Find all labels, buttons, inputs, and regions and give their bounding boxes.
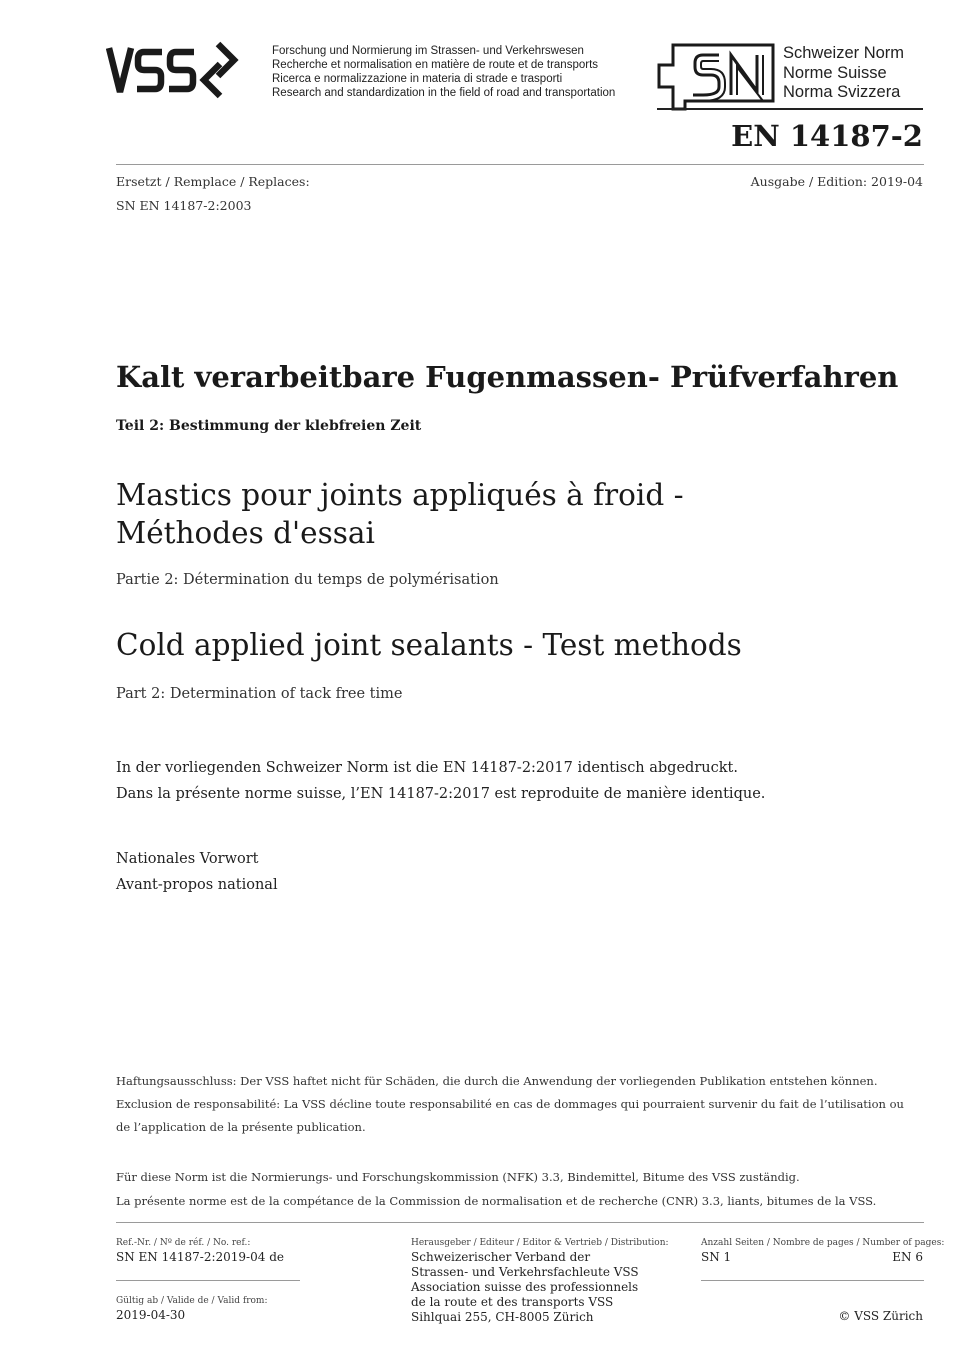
replaces-label: Ersetzt / Remplace / Replaces: [116,174,310,189]
identical-note-fr: Dans la présente norme suisse, l’EN 14187-2:2017 est reproduite de manière identique. [116,786,766,802]
identical-note-de: In der vorliegenden Schweizer Norm ist die EN 14187-2:2017 identisch abgedruckt. [116,760,738,776]
valid-value: 2019-04-30 [116,1308,186,1322]
disclaimer-fr-1: Exclusion de responsabilité: La VSS décline toute responsabilité en cas de dommages qui pourraient survenir du fait de l’utilisation ou [116,1097,904,1111]
committee-de: Für diese Norm ist die Normierungs- und Forschungskommission (NFK) 3.3, Bindemittel, Bitume des VSS zuständig. [116,1170,800,1184]
header-divider [116,164,924,165]
publisher-label: Herausgeber / Editeur / Editor & Vertrieb / Distribution: [411,1238,669,1248]
publisher-address [411,1250,639,1325]
title-fr-line-1: Mastics pour joints appliqués à froid - [116,478,684,512]
tagline-fr: Recherche et normalisation en matière de route et de transports [272,59,599,71]
disclaimer-de: Haftungsausschluss: Der VSS haftet nicht für Schäden, die durch die Anwendung der vorliegenden Publikation entstehen können. [116,1074,878,1088]
publisher-line: Schweizerischer Verband der [411,1250,591,1264]
tagline-it: Ricerca e normalizzazione in materia di strade e trasporti [272,73,563,85]
foreword-de: Nationales Vorwort [116,851,259,867]
sn-logo [657,43,775,113]
subtitle-de: Teil 2: Bestimmung der klebfreien Zeit [116,418,422,434]
title-de: Kalt verarbeitbare Fugenmassen- Prüfverfahren [116,360,899,394]
publisher-line: Strassen- und Verkehrsfachleute VSS [411,1265,639,1279]
norm-names [783,44,904,103]
pages-divider [701,1280,924,1281]
copyright: © VSS Zürich [838,1309,923,1323]
committee-fr: La présente norme est de la compétance de la Commission de normalisation et de recherche (CNR) 3.3, liants, bitumes de la VSS. [116,1194,877,1208]
ref-divider [116,1280,300,1281]
pages-en: EN 6 [892,1250,923,1264]
foreword-fr: Avant-propos national [116,877,278,893]
publisher-line: de la route et des transports VSS [411,1295,614,1309]
vss-tagline [272,44,615,100]
title-en: Cold applied joint sealants - Test methods [116,628,742,662]
edition: Ausgabe / Edition: 2019-04 [750,174,923,189]
valid-label: Gültig ab / Valide de / Valid from: [116,1296,268,1306]
footer-divider [116,1222,924,1223]
document-number: EN 14187-2 [731,119,923,153]
publisher-line: Association suisse des professionnels [411,1280,639,1294]
subtitle-fr: Partie 2: Détermination du temps de polymérisation [116,572,499,588]
title-fr-line-2: Méthodes d'essai [116,516,375,550]
pages-sn: SN 1 [701,1250,732,1264]
norm-name-de: Schweizer Norm [783,44,905,62]
norm-name-it: Norma Svizzera [783,83,901,101]
tagline-en: Research and standardization in the field of road and transportation [272,87,616,99]
logo-underline [657,108,923,110]
subtitle-en: Part 2: Determination of tack free time [116,686,403,702]
replaces-value: SN EN 14187-2:2003 [116,198,252,213]
tagline-de: Forschung und Normierung im Strassen- und Verkehrswesen [272,45,584,57]
title-fr [116,476,816,552]
pages-label: Anzahl Seiten / Nombre de pages / Number of pages: [701,1238,945,1248]
ref-label: Ref.-Nr. / Nº de réf. / No. ref.: [116,1238,251,1248]
publisher-line: Sihlquai 255, CH-8005 Zürich [411,1310,594,1324]
norm-name-fr: Norme Suisse [783,63,887,82]
ref-value: SN EN 14187-2:2019-04 de [116,1250,284,1264]
vss-logo [106,40,266,100]
disclaimer-fr-2: de l’application de la présente publication. [116,1120,366,1134]
